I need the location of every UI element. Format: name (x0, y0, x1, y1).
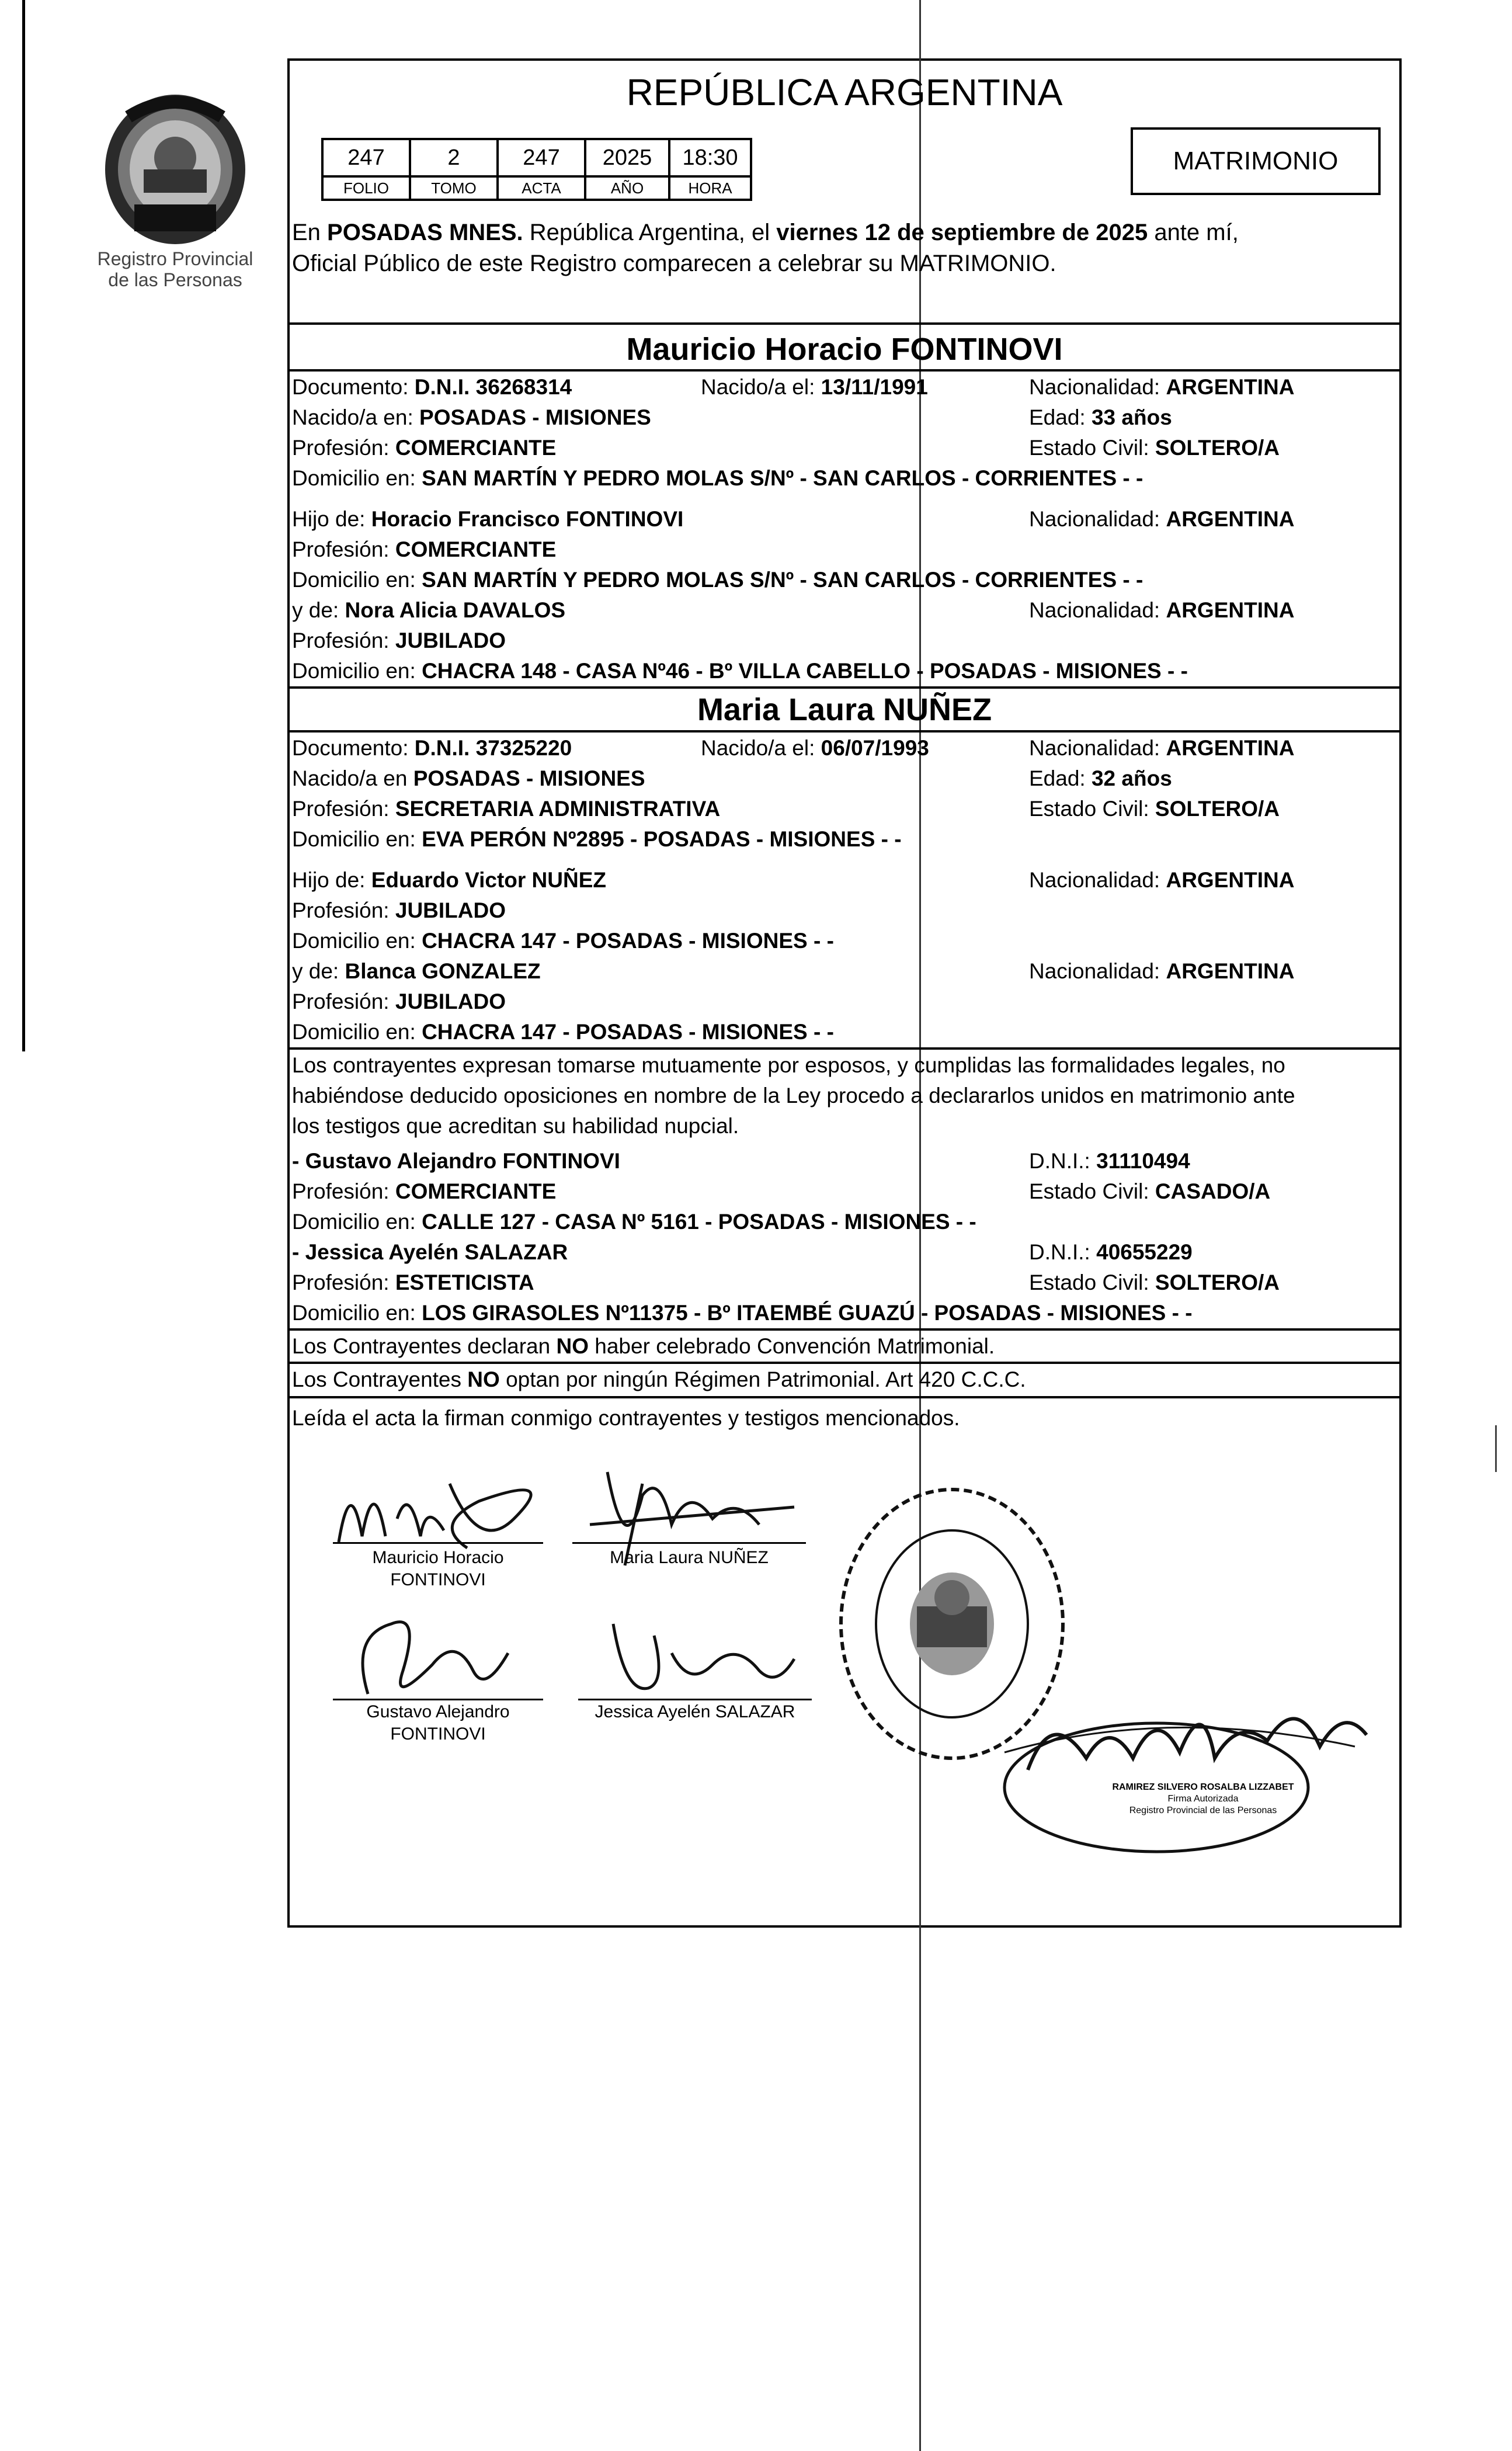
spouse1-father-dom: Domicilio en: SAN MARTÍN Y PEDRO MOLAS S/Nº - SAN CARLOS - CORRIENTES - - (292, 568, 1143, 592)
spouse1-father: Hijo de: Horacio Francisco FONTINOVI (292, 507, 684, 531)
spouse2-mother-nat: Nacionalidad: ARGENTINA (1029, 959, 1295, 983)
signature-jessica (584, 1601, 818, 1711)
divider-spouse2-name (287, 730, 1402, 732)
divider-conventions (287, 1328, 1402, 1331)
spouse1-name: Mauricio Horacio FONTINOVI (626, 332, 1063, 367)
spouse2-nat: Nacionalidad: ARGENTINA (1029, 736, 1295, 760)
declaration-line3: los testigos que acreditan su habilidad nupcial. (292, 1114, 739, 1138)
spouse2-father-dom: Domicilio en: CHACRA 147 - POSADAS - MISIONES - - (292, 929, 834, 953)
registrar-stamp-text (1080, 1782, 1326, 1817)
witness1-name: - Gustavo Alejandro FONTINOVI (292, 1149, 620, 1173)
witness1-dni: D.N.I.: 31110494 (1029, 1149, 1190, 1173)
spouse2-prof: Profesión: SECRETARIA ADMINISTRATIVA (292, 797, 721, 821)
tomo-value: 2 (410, 139, 498, 176)
spouse2-father-prof: Profesión: JUBILADO (292, 898, 506, 922)
acta-label: ACTA (498, 176, 585, 200)
left-margin-line (22, 0, 25, 1051)
divider-conventions-2 (287, 1362, 1402, 1364)
right-edge-mark (1495, 1425, 1497, 1472)
folio-label: FOLIO (322, 176, 410, 200)
spouse1-mother-dom: Domicilio en: CHACRA 148 - CASA Nº46 - Bº VILLA CABELLO - POSADAS - MISIONES - - (292, 659, 1188, 683)
divider-declaration (287, 1047, 1402, 1050)
spouse1-prof: Profesión: COMERCIANTE (292, 436, 557, 460)
folio-value: 247 (322, 139, 410, 176)
convention-line1: Los Contrayentes declaran NO haber celebrado Convención Matrimonial. (292, 1334, 995, 1358)
logo-caption (76, 248, 274, 290)
spouse1-birthplace: Nacido/a en: POSADAS - MISIONES (292, 405, 651, 429)
spouse1-father-nat: Nacionalidad: ARGENTINA (1029, 507, 1295, 531)
spouse1-born: Nacido/a el: 13/11/1991 (701, 375, 928, 399)
tomo-label: TOMO (410, 176, 498, 200)
registrar-name: RAMIREZ SILVERO ROSALBA LIZZABET (1112, 1782, 1294, 1792)
witness2-dni: D.N.I.: 40655229 (1029, 1240, 1193, 1264)
divider-spouse2-top (287, 686, 1402, 689)
spouse1-civil: Estado Civil: SOLTERO/A (1029, 436, 1280, 460)
divider-closing (287, 1396, 1402, 1398)
sig-line-3 (333, 1699, 543, 1700)
sig1-label: Mauricio Horacio FONTINOVI (372, 1548, 504, 1589)
divider-spouse1-name (287, 369, 1402, 372)
hora-label: HORA (669, 176, 751, 200)
spouse1-age: Edad: 33 años (1029, 405, 1172, 429)
logo-caption-line1: Registro Provincial (97, 248, 253, 269)
witness2-civil: Estado Civil: SOLTERO/A (1029, 1270, 1280, 1294)
witness2-dom: Domicilio en: LOS GIRASOLES Nº11375 - Bº ITAEMBÉ GUAZÚ - POSADAS - MISIONES - - (292, 1301, 1193, 1325)
spouse2-civil: Estado Civil: SOLTERO/A (1029, 797, 1280, 821)
sig4-label: Jessica Ayelén SALAZAR (595, 1702, 795, 1721)
spouse1-mother-prof: Profesión: JUBILADO (292, 629, 506, 652)
spouse1-mother: y de: Nora Alicia DAVALOS (292, 598, 566, 622)
intro-line2: Oficial Público de este Registro comparecen a celebrar su MATRIMONIO. (292, 251, 1056, 276)
spouse2-born: Nacido/a el: 06/07/1993 (701, 736, 929, 760)
province-seal-logo (88, 82, 263, 251)
hora-value: 18:30 (669, 139, 751, 176)
intro-line1: En POSADAS MNES. República Argentina, el viernes 12 de septiembre de 2025 ante mí, (292, 220, 1239, 245)
anio-value: 2025 (585, 139, 669, 176)
spouse2-mother: y de: Blanca GONZALEZ (292, 959, 541, 983)
spouse1-doc: Documento: D.N.I. 36268314 (292, 375, 572, 399)
convention-line2: Los Contrayentes NO optan por ningún Régimen Patrimonial. Art 420 C.C.C. (292, 1367, 1026, 1391)
sig-line-1 (333, 1542, 543, 1544)
intro-date: viernes 12 de septiembre de 2025 (776, 220, 1148, 245)
declaration-line2: habiéndose deducido oposiciones en nombre de la Ley procedo a declararlos unidos en matrimonio ante (292, 1084, 1295, 1108)
sig-line-4 (578, 1699, 812, 1700)
registrar-role: Firma Autorizada (1167, 1794, 1239, 1804)
spouse2-mother-dom: Domicilio en: CHACRA 147 - POSADAS - MISIONES - - (292, 1020, 834, 1044)
witness1-prof: Profesión: COMERCIANTE (292, 1179, 557, 1203)
spouse1-father-prof: Profesión: COMERCIANTE (292, 537, 557, 561)
spouse2-birthplace: Nacido/a en POSADAS - MISIONES (292, 766, 645, 790)
act-type-box: MATRIMONIO (1131, 127, 1381, 195)
spouse2-father-nat: Nacionalidad: ARGENTINA (1029, 868, 1295, 892)
spouse1-nat: Nacionalidad: ARGENTINA (1029, 375, 1295, 399)
acta-value: 247 (498, 139, 585, 176)
spouse2-father: Hijo de: Eduardo Victor NUÑEZ (292, 868, 606, 892)
witness2-prof: Profesión: ESTETICISTA (292, 1270, 534, 1294)
anio-label: AÑO (585, 176, 669, 200)
registrar-signature (993, 1671, 1390, 1863)
spouse1-dom: Domicilio en: SAN MARTÍN Y PEDRO MOLAS S/Nº - SAN CARLOS - CORRIENTES - - (292, 466, 1143, 490)
spouse2-age: Edad: 32 años (1029, 766, 1172, 790)
spouse2-name: Maria Laura NUÑEZ (697, 692, 992, 727)
sig3-label: Gustavo Alejandro FONTINOVI (366, 1702, 510, 1744)
divider-spouse1-top (287, 322, 1402, 325)
spouse1-mother-nat: Nacionalidad: ARGENTINA (1029, 598, 1295, 622)
sig-line-2 (572, 1542, 806, 1544)
declaration-line1: Los contrayentes expresan tomarse mutuamente por esposos, y cumplidas las formalidades legales, no (292, 1053, 1285, 1077)
witness1-civil: Estado Civil: CASADO/A (1029, 1179, 1271, 1203)
witness1-dom: Domicilio en: CALLE 127 - CASA Nº 5161 - POSADAS - MISIONES - - (292, 1210, 976, 1234)
intro-place: POSADAS MNES. (327, 220, 523, 245)
sig2-label: Maria Laura NUÑEZ (610, 1548, 769, 1567)
page-title: REPÚBLICA ARGENTINA (626, 71, 1063, 113)
logo-caption-line2: de las Personas (108, 269, 242, 290)
spouse2-dom: Domicilio en: EVA PERÓN Nº2895 - POSADAS - MISIONES - - (292, 827, 902, 851)
witness2-name: - Jessica Ayelén SALAZAR (292, 1240, 568, 1264)
registrar-office: Registro Provincial de las Personas (1129, 1806, 1277, 1815)
closing-text: Leída el acta la firman conmigo contrayentes y testigos mencionados. (292, 1406, 960, 1430)
registry-table (321, 138, 752, 201)
spouse2-mother-prof: Profesión: JUBILADO (292, 990, 506, 1013)
seal-icon (88, 82, 263, 251)
spouse2-doc: Documento: D.N.I. 37325220 (292, 736, 572, 760)
